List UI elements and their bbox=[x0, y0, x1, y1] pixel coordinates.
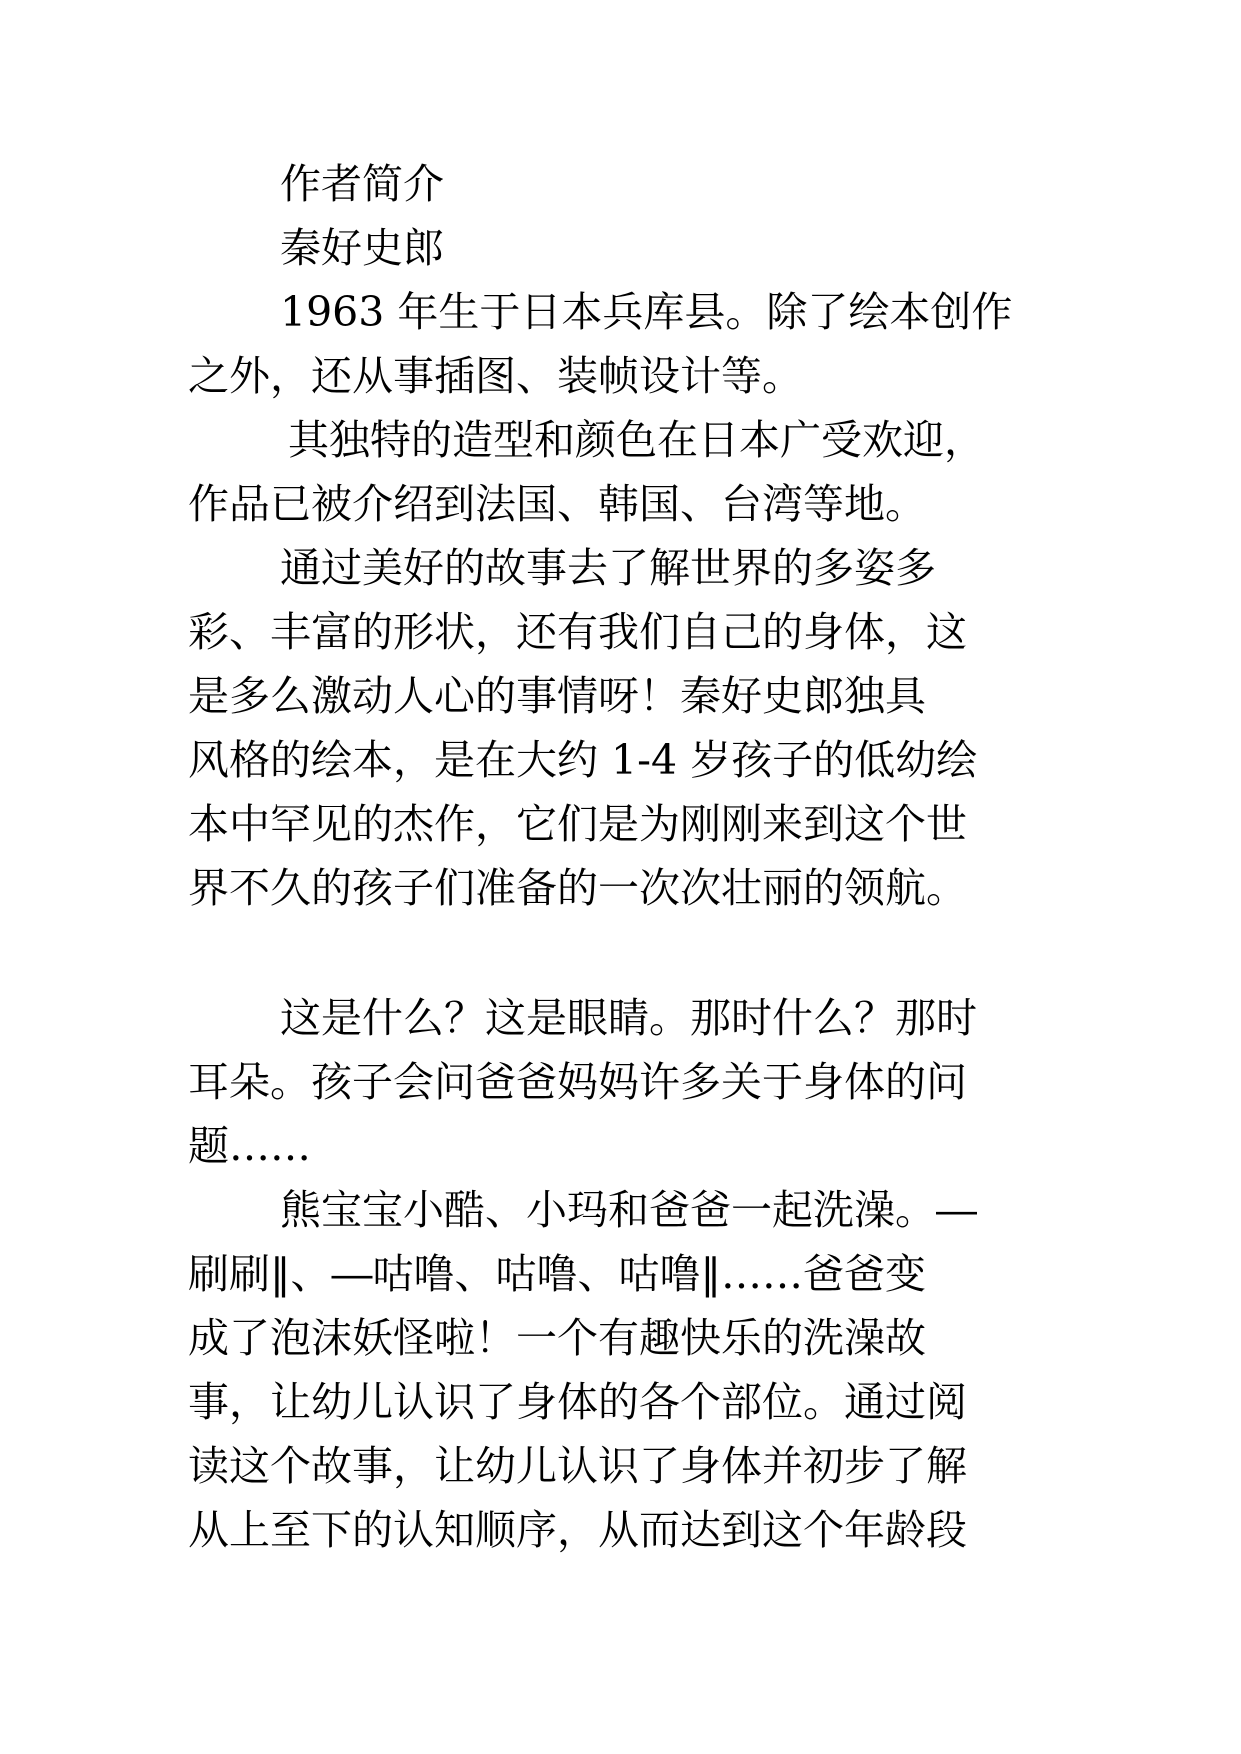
text-line: 1963 年生于日本兵库县。除了绘本创作 bbox=[280, 288, 1013, 336]
text-line: 作品已被介绍到法国、韩国、台湾等地。 bbox=[188, 480, 926, 528]
text-line: 题…… bbox=[188, 1122, 311, 1170]
text-line: 成了泡沫妖怪啦！一个有趣快乐的洗澡故 bbox=[188, 1314, 926, 1362]
text-line: 其独特的造型和颜色在日本广受欢迎， bbox=[288, 416, 985, 464]
text-line: 这是什么？这是眼睛。那时什么？那时 bbox=[280, 994, 977, 1042]
paragraph-gap bbox=[188, 920, 1068, 986]
text-line: 彩、丰富的形状，还有我们自己的身体，这 bbox=[188, 608, 967, 656]
paragraph-bath-story bbox=[188, 1178, 1068, 1562]
text-line: 风格的绘本，是在大约 1-4 岁孩子的低幼绘 bbox=[188, 736, 978, 784]
text-line: 刷刷‖、―咕噜、咕噜、咕噜‖……爸爸变 bbox=[188, 1250, 926, 1298]
paragraph-biography bbox=[188, 280, 1068, 408]
document-page bbox=[188, 152, 1068, 1562]
text-line: 事，让幼儿认识了身体的各个部位。通过阅 bbox=[188, 1378, 967, 1426]
text-line: 耳朵。孩子会问爸爸妈妈许多关于身体的问 bbox=[188, 1058, 967, 1106]
text-line: 界不久的孩子们准备的一次次壮丽的领航。 bbox=[188, 864, 967, 912]
text-line: 通过美好的故事去了解世界的多姿多 bbox=[280, 544, 936, 592]
paragraph-work-description bbox=[188, 536, 1068, 920]
text-line: 之外，还从事插图、装帧设计等。 bbox=[188, 352, 803, 400]
text-line: 是多么激动人心的事情呀！秦好史郎独具 bbox=[188, 672, 926, 720]
text-line: 熊宝宝小酷、小玛和爸爸一起洗澡。― bbox=[280, 1186, 977, 1234]
author-name: 秦好史郎 bbox=[280, 224, 444, 272]
text-line: 读这个故事，让幼儿认识了身体并初步了解 bbox=[188, 1442, 967, 1490]
text-line: 从上至下的认知顺序，从而达到这个年龄段 bbox=[188, 1506, 967, 1554]
text-line: 本中罕见的杰作，它们是为刚刚来到这个世 bbox=[188, 800, 967, 848]
paragraph-recognition bbox=[188, 408, 1068, 536]
section-heading: 作者简介 bbox=[280, 160, 444, 208]
paragraph-questions bbox=[188, 986, 1068, 1178]
